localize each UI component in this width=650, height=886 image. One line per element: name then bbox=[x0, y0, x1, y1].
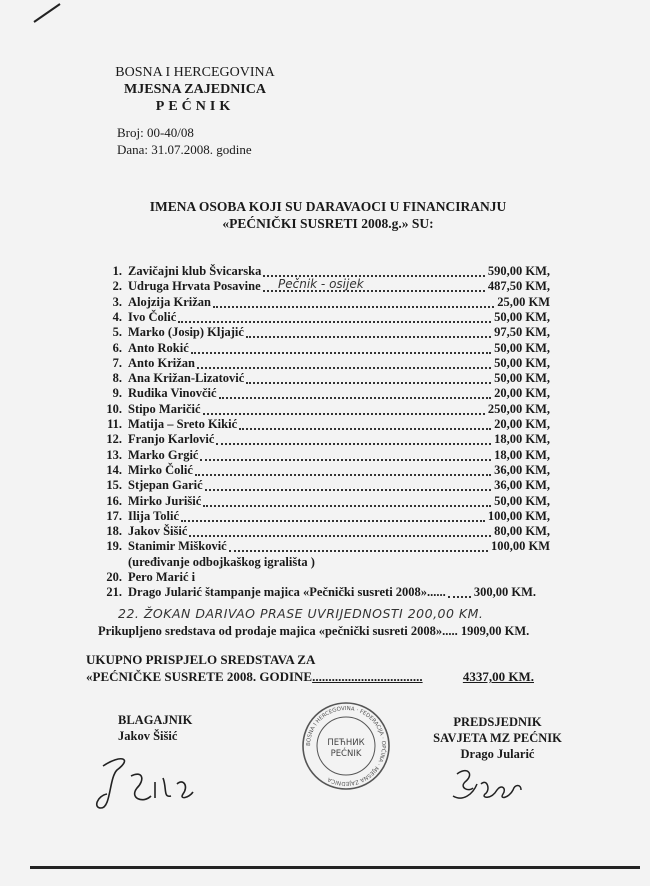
president-signature-block bbox=[425, 714, 570, 812]
shirt-sales-summary: Prikupljeno sredstava od prodaje majica «pečnički susreti 2008»..... 1909,00 KM. bbox=[98, 624, 530, 638]
dot-leader bbox=[178, 321, 491, 323]
donor-name: Udruga Hrvata Posavine bbox=[128, 279, 261, 294]
donor-amount: 25,00 KM bbox=[497, 294, 550, 309]
donor-name: Stipo Maričić bbox=[128, 401, 201, 416]
donor-name: Stjepan Garić bbox=[128, 478, 203, 493]
dot-leader bbox=[200, 459, 491, 461]
donor-name: Mirko Jurišić bbox=[128, 493, 202, 508]
dot-leader bbox=[195, 474, 491, 476]
dot-leader bbox=[189, 535, 491, 537]
donor-number: 9. bbox=[112, 386, 122, 401]
donor-number: 14. bbox=[106, 462, 122, 477]
total-dots: .................................. bbox=[312, 669, 423, 684]
donor-number: 19. bbox=[106, 539, 122, 554]
treasurer-name: Jakov Šišić bbox=[118, 729, 178, 743]
title-line-1: IMENA OSOBA KOJI SU DARAVAOCI U FINANCIRANJU bbox=[149, 199, 507, 214]
donor-row bbox=[98, 279, 550, 293]
donor-amount: 50,00 KM, bbox=[494, 355, 550, 370]
donor-name: Jakov Šišić bbox=[128, 524, 188, 539]
donor-name: Drago Jularić štampanje majica «Pečnički susreti 2008»...... bbox=[128, 585, 446, 600]
bottom-rule bbox=[30, 866, 640, 869]
dot-leader bbox=[229, 550, 488, 552]
dot-leader bbox=[203, 505, 491, 507]
donor-19-note: (uređivanje odbojkaškog igrališta ) bbox=[128, 554, 315, 569]
donor-row bbox=[98, 417, 550, 431]
donor-number: 21. bbox=[106, 585, 122, 600]
handwritten-item-22: 22. ŽOKAN DARIVAO PRASE UVRIJEDNOSTI 200,00 KM. bbox=[118, 605, 484, 621]
donor-name: Marko Grgić bbox=[128, 447, 199, 462]
donor-amount: 36,00 KM, bbox=[494, 478, 550, 493]
dot-leader bbox=[213, 306, 494, 308]
dot-leader bbox=[263, 290, 485, 292]
dot-leader bbox=[239, 428, 491, 430]
donor-name: Rudika Vinovčić bbox=[128, 386, 217, 401]
reference-block bbox=[117, 124, 252, 158]
donor-row bbox=[98, 494, 550, 508]
dot-leader bbox=[246, 382, 491, 384]
dot-leader bbox=[191, 352, 491, 354]
donor-name: Anto Križan bbox=[128, 355, 196, 370]
donor-amount: 300,00 KM. bbox=[473, 585, 536, 600]
donor-amount: 100,00 KM, bbox=[487, 508, 550, 523]
donor-number: 20. bbox=[106, 570, 122, 584]
donor-row bbox=[98, 570, 550, 584]
stamp-ring-text: BOSNA I HERCEGOVINA · FEDERACIJA · OPĆINA · MJESNA ZAJEDNICA bbox=[305, 705, 387, 787]
dot-leader bbox=[219, 397, 492, 399]
dot-leader bbox=[448, 596, 471, 598]
donor-amount: 50,00 KM, bbox=[494, 493, 550, 508]
donor-row bbox=[98, 356, 550, 370]
donor-name: Alojzija Križan bbox=[128, 294, 211, 309]
president-signature bbox=[443, 762, 533, 808]
donor-number: 7. bbox=[112, 355, 122, 370]
letterhead bbox=[0, 64, 390, 115]
handwritten-annotation: Pečnik - osijek bbox=[278, 277, 364, 292]
donor-number: 15. bbox=[106, 478, 122, 493]
official-stamp bbox=[300, 700, 392, 797]
donor-row bbox=[98, 402, 550, 416]
donor-amount: 487,50 KM, bbox=[487, 279, 550, 294]
donor-row bbox=[98, 371, 550, 385]
total-line-1: UKUPNO PRISPJELO SREDSTAVA ZA bbox=[86, 652, 316, 667]
donor-number: 10. bbox=[106, 401, 122, 416]
donor-number: 4. bbox=[112, 309, 122, 324]
donor-amount: 590,00 KM, bbox=[487, 264, 550, 278]
donor-row bbox=[98, 386, 550, 400]
total-amount: 4337,00 KM. bbox=[462, 669, 534, 684]
donor-row bbox=[98, 478, 550, 492]
place-line: PEĆNIK bbox=[155, 99, 235, 114]
donor-row bbox=[98, 585, 550, 599]
donor-name: Stanimir Mišković bbox=[128, 539, 227, 554]
donor-amount: 18,00 KM, bbox=[494, 432, 550, 447]
title-line-2: «PEĆNIČKI SUSRETI 2008.g.» SU: bbox=[222, 216, 434, 231]
donor-amount: 100,00 KM bbox=[490, 539, 550, 554]
donor-name: Zavičajni klub Švicarska bbox=[128, 264, 262, 278]
donor-name: Anto Rokić bbox=[128, 340, 189, 355]
donor-number: 3. bbox=[112, 294, 122, 309]
donor-row bbox=[98, 463, 550, 477]
donor-amount: 18,00 KM, bbox=[494, 447, 550, 462]
donor-name: Ana Križan-Lizatović bbox=[128, 371, 245, 386]
donor-name: Ilija Tolić bbox=[128, 508, 180, 523]
reference-date: Dana: 31.07.2008. godine bbox=[117, 142, 252, 157]
treasurer-signature bbox=[93, 748, 203, 818]
dot-leader bbox=[197, 367, 491, 369]
donor-name: Franjo Karlović bbox=[128, 432, 215, 447]
donor-name: Pero Marić i bbox=[128, 570, 196, 584]
president-role-1: PREDSJEDNIK bbox=[453, 715, 542, 729]
dot-leader bbox=[216, 443, 491, 445]
donor-row bbox=[98, 448, 550, 462]
donor-number: 6. bbox=[112, 340, 122, 355]
donor-row bbox=[98, 509, 550, 523]
donor-name: Matija – Sreto Kikić bbox=[128, 417, 238, 431]
donor-row bbox=[98, 264, 550, 278]
donor-number: 12. bbox=[106, 432, 122, 447]
dot-leader bbox=[181, 520, 485, 522]
donor-row bbox=[98, 295, 550, 309]
donor-number: 16. bbox=[106, 493, 122, 508]
donor-row bbox=[98, 539, 550, 553]
donor-amount: 20,00 KM, bbox=[494, 417, 550, 431]
treasurer-signature-block bbox=[118, 712, 203, 822]
stamp-center-latin: PEĆNIK bbox=[330, 749, 362, 759]
stamp-center-cyrillic: ПЕЋНИК bbox=[327, 738, 365, 748]
donor-amount: 80,00 KM, bbox=[494, 524, 550, 539]
donor-name: Marko (Josip) Kljajić bbox=[128, 325, 244, 340]
donor-amount: 50,00 KM, bbox=[494, 371, 550, 386]
donor-number: 8. bbox=[112, 371, 122, 386]
grand-total bbox=[86, 651, 546, 685]
community-line: MJESNA ZAJEDNICA bbox=[124, 82, 266, 97]
donor-row bbox=[98, 310, 550, 324]
reference-number: Broj: 00-40/08 bbox=[117, 125, 194, 140]
donor-amount: 97,50 KM, bbox=[494, 325, 550, 340]
donor-row bbox=[98, 341, 550, 355]
dot-leader bbox=[205, 489, 491, 491]
president-name: Drago Jularić bbox=[460, 747, 535, 761]
donor-number: 2. bbox=[112, 279, 122, 294]
donor-number: 11. bbox=[107, 417, 122, 431]
donor-number: 5. bbox=[112, 325, 122, 340]
donor-row bbox=[98, 524, 550, 538]
donor-row bbox=[98, 325, 550, 339]
donor-number: 17. bbox=[106, 508, 122, 523]
donor-amount: 20,00 KM, bbox=[494, 386, 550, 401]
donor-number: 18. bbox=[106, 524, 122, 539]
treasurer-role: BLAGAJNIK bbox=[118, 713, 193, 727]
donor-amount: 50,00 KM, bbox=[494, 309, 550, 324]
country-line: BOSNA I HERCEGOVINA bbox=[115, 65, 275, 80]
donor-number: 13. bbox=[106, 447, 122, 462]
dot-leader bbox=[246, 336, 491, 338]
president-role-2: SAVJETA MZ PEĆNIK bbox=[433, 731, 562, 745]
donor-name: Mirko Čolić bbox=[128, 462, 193, 477]
donor-name: Ivo Čolić bbox=[128, 309, 177, 324]
donor-amount: 50,00 KM, bbox=[494, 340, 550, 355]
donor-amount: 250,00 KM, bbox=[487, 401, 550, 416]
corner-pen-mark bbox=[32, 2, 62, 24]
donor-number: 1. bbox=[112, 264, 122, 278]
donor-row bbox=[98, 432, 550, 446]
total-line-2: «PEĆNIČKE SUSRETE 2008. GODINE bbox=[86, 669, 313, 684]
donor-amount: 36,00 KM, bbox=[494, 462, 550, 477]
document-title bbox=[118, 198, 538, 232]
dot-leader bbox=[203, 413, 485, 415]
